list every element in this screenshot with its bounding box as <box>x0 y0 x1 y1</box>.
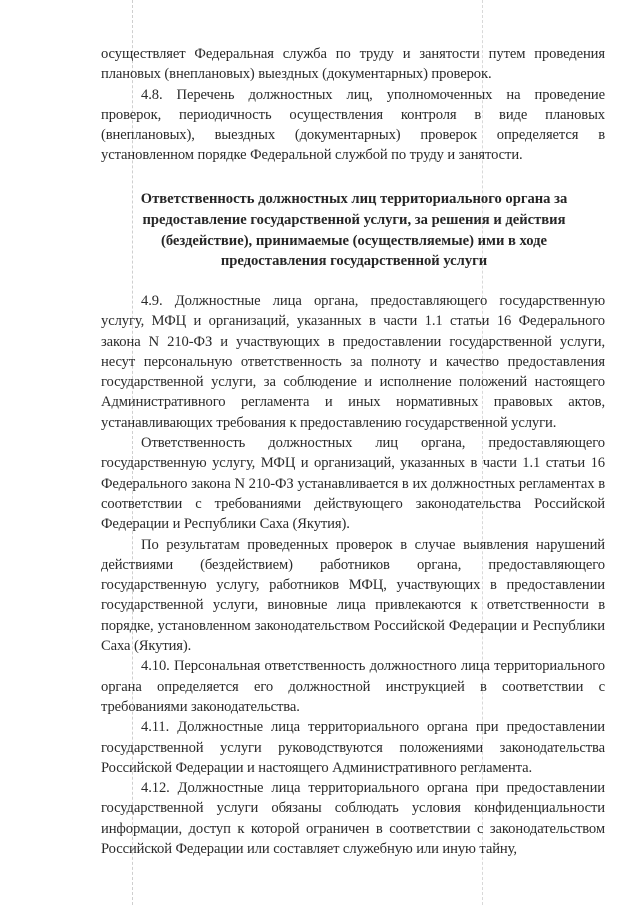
paragraph-4-10: 4.10. Персональная ответственность должностного лица территориального органа определяется его должностной инструкцией в соответствии с требованиями законодательства. <box>101 658 605 715</box>
paragraph-4-12: 4.12. Должностные лица территориального органа при предоставлении государственной услуги обязаны соблюдать условия конфиденциальности информации, доступ к которой ограничен в соответствии с законодательством Российской Федерации или составляет служебную или иную тайну, <box>101 780 605 858</box>
paragraph-responsibility: Ответственность должностных лиц органа, предоставляющего государственную услугу, МФЦ и организаций, указанных в части 1.1 статьи 16 Федерального закона N 210-ФЗ устанавливается в их должностных регламентах в соответствии с требованиями действующего законодательства Российской Федерации и Республики Саха (Якутия). <box>101 435 605 533</box>
paragraph-inspection-results: По результатам проведенных проверок в случае выявления нарушений действиями (бездействием) работников органа, предоставляющего государственную услугу, работников МФЦ, участвующих в предоставлении государственной услуги, виновные лица привлекаются к ответственности в порядке, установленном законодательством Российской Федерации и Республики Саха (Якутия). <box>101 536 605 655</box>
paragraph-4-8: 4.8. Перечень должностных лиц, уполномоченных на проведение проверок, периодичность осуществления контроля в виде плановых (внеплановых), выездных (документарных) проверок определяется в установленном порядке Федеральной службой по труду и занятости. <box>101 86 605 164</box>
paragraph-continuation: осуществляет Федеральная служба по труду и занятости путем проведения плановых (внеплановых) выездных (документарных) проверок. <box>101 46 605 83</box>
paragraph-4-11: 4.11. Должностные лица территориального органа при предоставлении государственной услуги руководствуются положениями законодательства Российской Федерации и настоящего Административного регламента. <box>101 719 605 776</box>
section-heading: Ответственность должностных лиц территориального органа за предоставление государственной услуги, за решения и действия (бездействие), принимаемые (осуществляемые) ими в ходе предоставления государственной услуги <box>140 191 568 270</box>
paragraph-4-9: 4.9. Должностные лица органа, предоставляющего государственную услугу, МФЦ и организаций, указанных в части 1.1 статьи 16 Федерального закона N 210-ФЗ и участвующих в предоставлении государственной услуги, несут персональную ответственность за полноту и качество предоставления государственной услуги, за соблюдение и исполнение положений настоящего Административного регламента и иных нормативных правовых актов, устанавливающих требования к предоставлению государственной услуги. <box>101 293 605 431</box>
main-text-block <box>101 291 605 859</box>
top-text-block <box>101 44 605 166</box>
